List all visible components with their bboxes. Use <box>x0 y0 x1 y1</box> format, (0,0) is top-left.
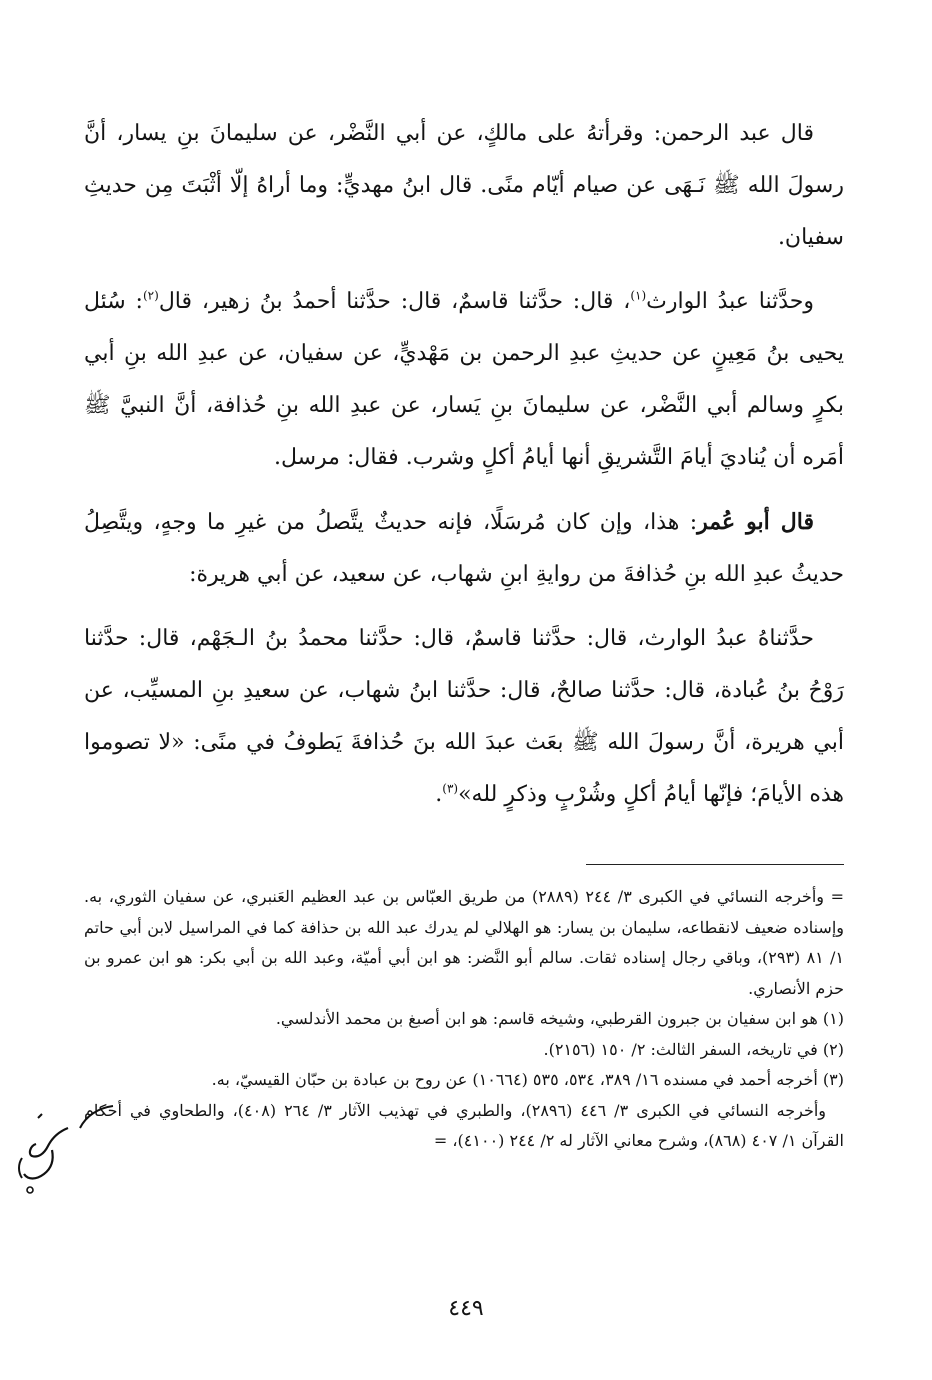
paragraph-3: قال أبو عُمر: هذا، وإن كان مُرسَلًا، فإنه حديثٌ يتَّصلُ من غيرِ ما وجهٍ، ويتَّصِلُ حديثُ عبدِ الله بنِ حُذافةَ من روايةِ ابنِ شهاب، عن سعيد، عن أبي هريرة: <box>84 509 844 587</box>
footnote-separator <box>586 864 844 865</box>
main-text <box>84 108 844 833</box>
paragraph-4: حدَّثناهُ عبدُ الوارث، قال: حدَّثنا قاسمٌ، قال: حدَّثنا محمدُ بنُ الـجَهْم، قال: حدَّثنا رَوْحُ بنُ عُبادة، قال: حدَّثنا صالحٌ، قال: حدَّثنا ابنُ شهاب، عن سعيدِ بنِ المسيِّب، عن أبي هريرة، أنَّ رسولَ الله ﷺ بعَث عبدَ الله بنَ حُذافةَ يَطوفُ في منًى: «لا تصوموا هذه الأيامَ؛ فإنّها أيامُ أكلٍ وشُرْبٍ وذكرٍ لله»$^{(٣)}$. <box>84 626 844 807</box>
handwritten-note <box>8 1098 118 1198</box>
footnote-1: (١) هو ابن سفيان بن جبرون القرطبي، وشيخه قاسم: هو ابن أصبغ بن محمد الأندلسي. <box>275 1009 844 1028</box>
footnote-continuation: = وأخرجه النسائي في الكبرى ٣/ ٢٤٤ (٢٨٨٩) من طريق العبّاس بن عبد العظيم العَنبري، عن سفيان الثوري، به. وإسناده ضعيف لانقطاعه، سليمان بن يسار: هو الهلالي لم يدرك عبد الله بن حذافة كما في المراسيل لابن أبي حاتم ١/ ٨١ (٢٩٣)، وباقي رجال إسناده ثقات. سالم أبو النَّضر: هو ابن أبي أميّة، وعبد الله بن أبي بكر: هو ابن عمرو بن حزم الأنصاري. <box>84 887 845 998</box>
footnotes <box>84 882 844 1157</box>
footnote-ref-1[interactable]: (١) <box>630 288 647 303</box>
page-number: ٤٤٩ <box>448 1296 484 1321</box>
paragraph-1: قال عبد الرحمن: وقرأتهُ على مالكٍ، عن أبي النَّضْر، عن سليمانَ بنِ يسار، أنَّ رسولَ الله ﷺ نَـهَى عن صيام أيّام منًى. قال ابنُ مهديٍّ: وما أراهُ إلّا أثْبَتَ مِن حديثِ سفيان. <box>84 121 844 250</box>
footnote-ref-2[interactable]: (٢) <box>142 288 159 303</box>
footnote-ref-3[interactable]: (٣) <box>442 781 459 796</box>
paragraph-2: وحدَّثنا عبدُ الوارث$^{(١)}$، قال: حدَّثنا قاسمٌ، قال: حدَّثنا أحمدُ بنُ زهير، قال$^{(٢)}$: سُئل يحيى بنُ مَعِينٍ عن حديثِ عبدِ الرحمن بن مَهْديٍّ، عن سفيان، عن عبدِ الله بنِ أبي بكرٍ وسالم أبي النَّضْر، عن سليمانَ بنِ يَسار، عن عبدِ الله بنِ حُذافة، أنَّ النبيَّ ﷺ أمَره أن يُناديَ أيامَ التَّشريقِ أنها أيامُ أكلٍ وشرب. فقال: مرسل. <box>84 288 844 470</box>
footnote-2: (٢) في تاريخه، السفر الثالث: ٢/ ١٥٠ (٢١٥٦). <box>543 1039 844 1059</box>
footnote-3-continued: وأخرجه النسائي في الكبرى ٣/ ٤٤٦ (٢٨٩٦)، والطبري في تهذيب الآثار ٣/ ٢٦٤ (٤٠٨)، والطحاوي في أحكام القرآن ١/ ٤٠٧ (٨٦٨)، وشرح معاني الآثار له ٢/ ٢٤٤ (٤١٠٠)، = <box>84 1100 844 1150</box>
speaker-label: قال أبو عُمر <box>697 509 815 535</box>
footnote-3: (٣) أخرجه أحمد في مسنده ١٦/ ٣٨٩، ٥٣٤، ٥٣٥ (١٠٦٦٤) عن روح بن عبادة بن حبّان القيسيّ، به. <box>211 1070 844 1089</box>
